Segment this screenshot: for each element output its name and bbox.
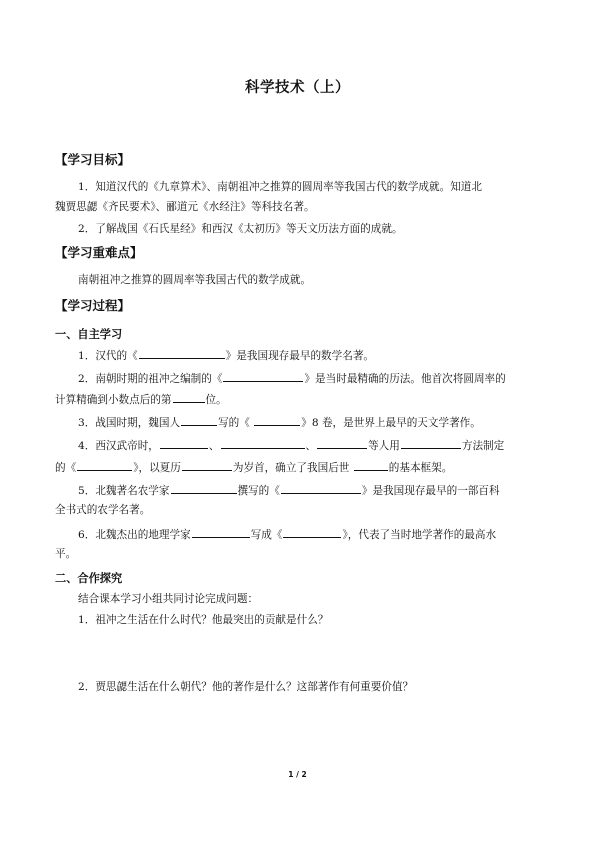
question-2-text-d: 位。: [205, 394, 227, 406]
blank-4a[interactable]: [160, 437, 208, 449]
question-1: [78, 347, 374, 363]
blank-3a[interactable]: [181, 414, 217, 426]
question-6-line-1: [78, 526, 496, 542]
question-2-text-a: 2．南朝时期的祖冲之编制的《: [78, 373, 223, 385]
question-4-text-d: 的《: [55, 462, 77, 474]
blank-2b[interactable]: [173, 391, 205, 403]
objective-item-1-line-2: 魏贾思勰《齐民要术》、郦道元《水经注》等科技名著。: [55, 201, 315, 213]
objective-item-2: 2．了解战国《石氏星经》和西汉《太初历》等天文历法方面的成就。: [78, 223, 403, 235]
question-4-line-1: [78, 437, 504, 453]
question-4-sep-1: 、: [208, 440, 220, 452]
question-4-text-g: 的基本框架。: [388, 462, 453, 474]
question-4-text-a: 4．西汉武帝时，: [78, 440, 159, 452]
cooperative-heading: 二、合作探究: [55, 572, 123, 585]
question-6-text-a: 6．北魏杰出的地理学家: [78, 529, 191, 541]
question-5-text-c: 》是我国现存最早的一部百科: [361, 485, 500, 497]
cooperative-intro: 结合课本学习小组共同讨论完成问题：: [78, 593, 259, 605]
question-3-text-a: 3．战国时期，魏国人: [78, 417, 181, 429]
question-5-text-b: 撰写的《: [237, 485, 280, 497]
blank-2a[interactable]: [223, 370, 303, 382]
objectives-heading: 【学习目标】: [55, 152, 131, 167]
blank-3b[interactable]: [254, 414, 300, 426]
question-4-text-b: 等人用: [368, 440, 400, 452]
question-4-line-2: [55, 459, 452, 475]
blank-4b[interactable]: [221, 437, 305, 449]
question-5-line-1: [78, 482, 500, 498]
self-study-heading: 一、自主学习: [55, 328, 123, 341]
blank-4g[interactable]: [354, 459, 388, 471]
question-3-text-b: 写的《: [218, 417, 254, 429]
question-2-line-1: [78, 370, 506, 386]
question-2-text-c: 计算精确到小数点后的第: [55, 394, 172, 406]
blank-5b[interactable]: [281, 482, 361, 494]
blank-6b[interactable]: [283, 526, 341, 538]
question-6-text-b: 写成《: [250, 529, 283, 541]
keypoints-text: 南朝祖冲之推算的圆周率等我国古代的数学成就。: [78, 274, 312, 286]
page-title: 科学技术（上）: [245, 80, 350, 96]
objective-item-1-line-1: 1．知道汉代的《九章算术》、南朝祖冲之推算的圆周率等我国古代的数学成就。知道北: [78, 181, 482, 193]
question-4-text-c: 方法制定: [461, 440, 505, 452]
question-4-text-f: 为岁首，确立了我国后世: [232, 462, 353, 474]
blank-1[interactable]: [139, 347, 225, 359]
question-2-line-2: [55, 391, 227, 407]
question-3-text-c: 》8 卷，是世界上最早的天文学著作。: [301, 417, 481, 429]
question-1-text-b: 》是我国现存最早的数学名著。: [225, 350, 375, 362]
question-6-line-2: 平。: [55, 548, 77, 560]
blank-5a[interactable]: [171, 482, 237, 494]
discussion-question-1: 1．祖冲之生活在什么时代？他最突出的贡献是什么？: [78, 614, 329, 626]
question-1-text-a: 1．汉代的《: [78, 350, 138, 362]
blank-4e[interactable]: [77, 459, 132, 471]
page-number: 1 / 2: [288, 770, 307, 779]
question-5-line-2: 全书式的农学名著。: [55, 504, 151, 516]
blank-4d[interactable]: [401, 437, 461, 449]
discussion-question-2: 2．贾思勰生活在什么朝代？他的著作是什么？这部著作有何重要价值？: [78, 681, 414, 693]
blank-4f[interactable]: [182, 459, 232, 471]
keypoints-heading: 【学习重难点】: [55, 245, 143, 260]
question-5-text-a: 5．北魏著名农学家: [78, 485, 170, 497]
question-4-text-e: 》，以夏历: [133, 462, 181, 474]
blank-4c[interactable]: [317, 437, 367, 449]
question-4-sep-2: 、: [305, 440, 317, 452]
process-heading: 【学习过程】: [55, 298, 131, 313]
question-6-text-c: 》，代表了当时地学著作的最高水: [342, 529, 497, 541]
blank-6a[interactable]: [192, 526, 250, 538]
question-2-text-b: 》是当时最精确的历法。他首次将圆周率的: [304, 373, 506, 385]
question-3: [78, 414, 481, 430]
